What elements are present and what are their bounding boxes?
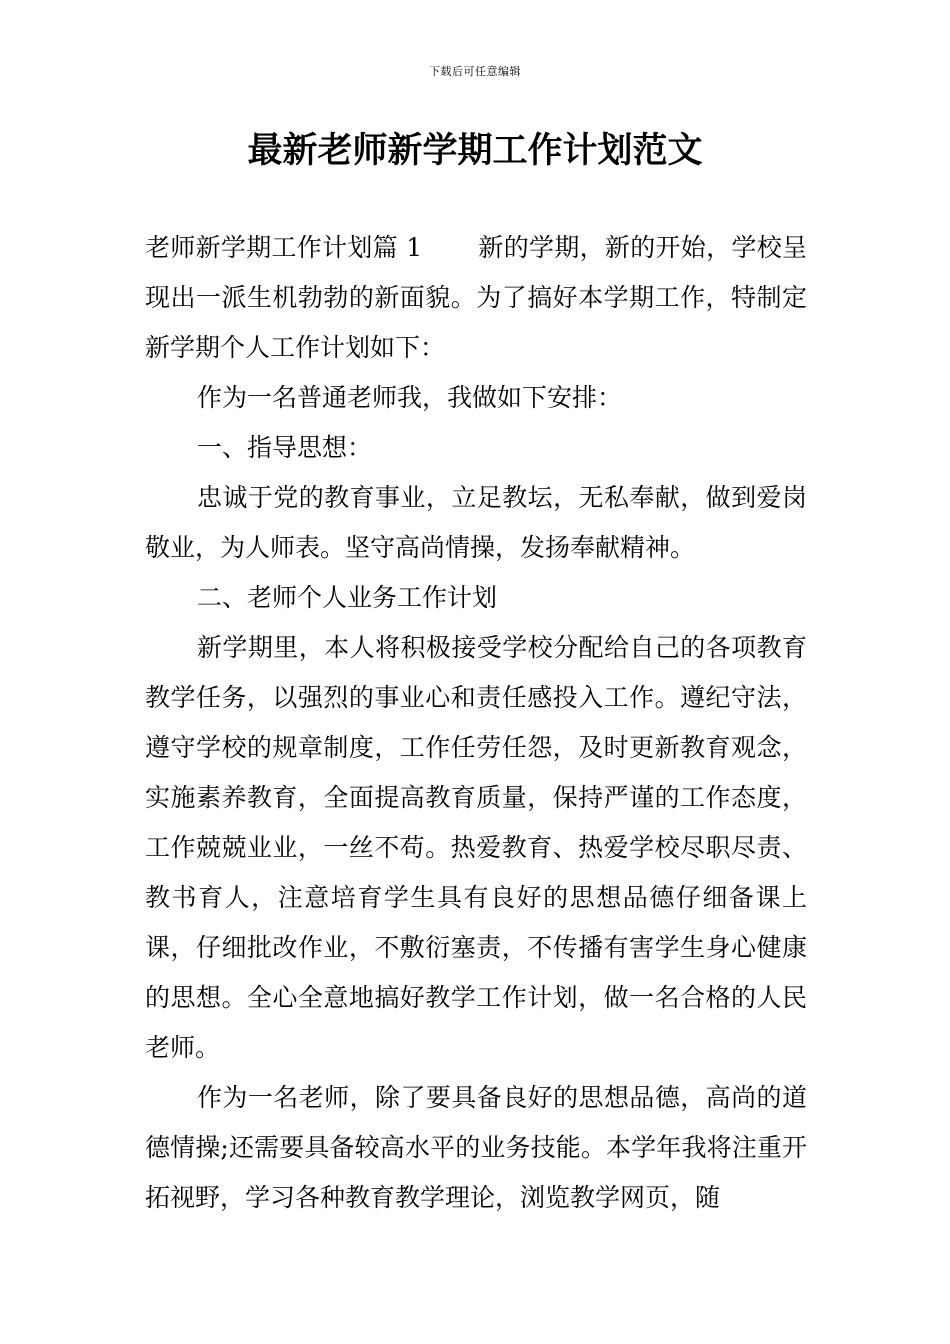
paragraph: 忠诚于党的教育事业，立足教坛，无私奉献，做到爱岗敬业，为人师表。坚守高尚情操，发扬奉献精神。 xyxy=(145,483,807,562)
paragraph: 作为一名普通老师我，我做如下安排： xyxy=(197,383,623,412)
document-body xyxy=(145,223,807,1223)
section-heading: 二、老师个人业务工作计划 xyxy=(197,583,498,612)
section-heading: 一、指导思想： xyxy=(197,433,373,462)
section-heading-inline: 老师新学期工作计划篇 1 xyxy=(145,233,423,262)
paragraph: 作为一名老师，除了要具备良好的思想品德，高尚的道德情操;还需要具备较高水平的业务技能。本学年我将注重开拓视野，学习各种教育教学理论，浏览教学网页，随 xyxy=(145,1083,807,1212)
document-title: 最新老师新学期工作计划范文 xyxy=(247,131,703,171)
paragraph: 新学期里，本人将积极接受学校分配给自己的各项教育教学任务，以强烈的事业心和责任感投入工作。遵纪守法，遵守学校的规章制度，工作任劳任怨，及时更新教育观念，实施素养教育，全面提高教育质量，保持严谨的工作态度，工作兢兢业业，一丝不苟。热爱教育、热爱学校尽职尽责、教书育人，注意培育学生具有良好的思想品德仔细备课上课，仔细批改作业，不敷衍塞责，不传播有害学生身心健康的思想。全心全意地搞好教学工作计划，做一名合格的人民老师。 xyxy=(145,633,807,1062)
paragraph-intro-text: 新的学期，新的开始，学校呈现出一派生机勃勃的新面貌。为了搞好本学期工作，特制定新学期个人工作计划如下： xyxy=(145,233,807,362)
paragraph-intro xyxy=(145,223,807,373)
header-note: 下载后可任意编辑 xyxy=(429,65,521,78)
